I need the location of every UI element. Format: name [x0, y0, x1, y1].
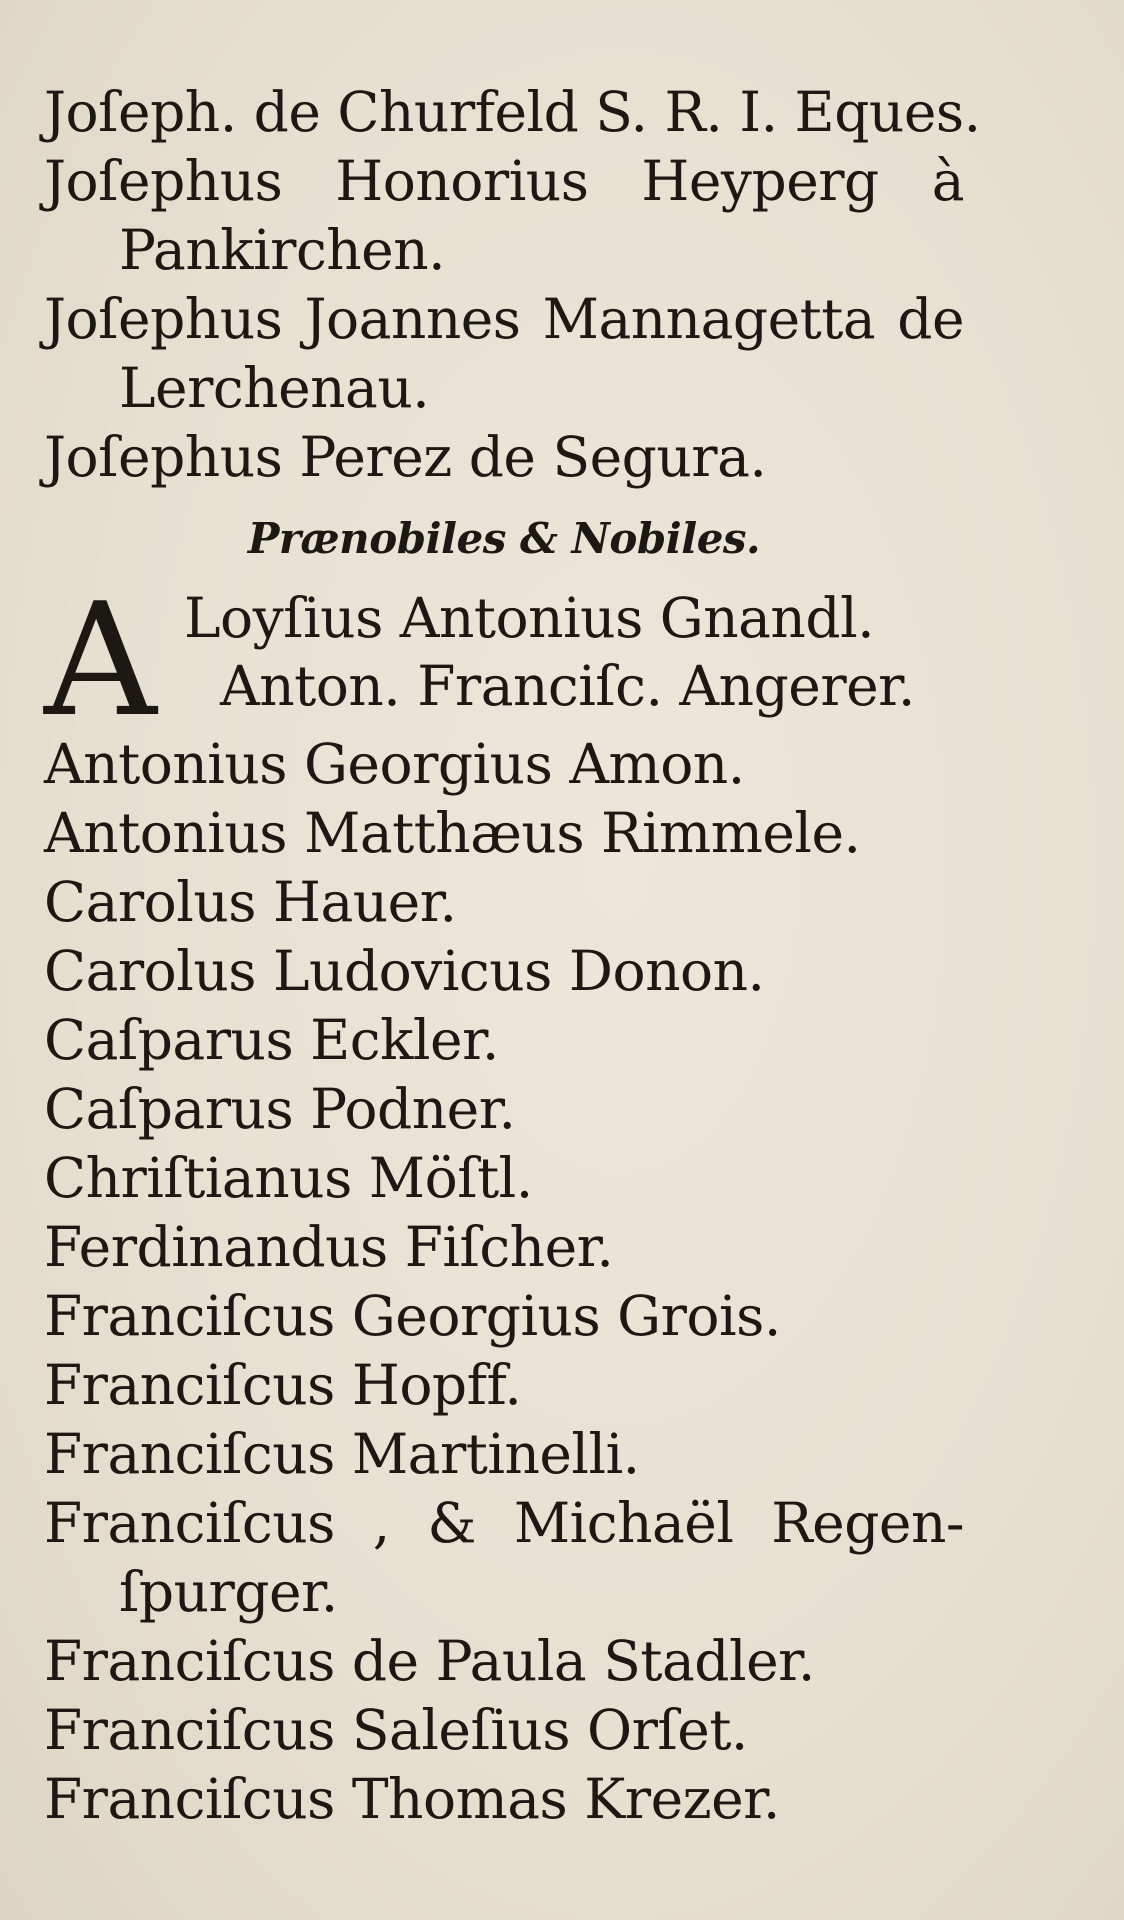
initial-block — [44, 569, 964, 751]
entry-line: Joſephus Joannes Mannagetta de — [44, 287, 964, 351]
list-item: Franciſcus Martinelli. — [44, 1422, 640, 1486]
list-item: Franciſcus , & Michaël Regen- — [44, 1491, 964, 1555]
list-item: Franciſcus Thomas Krezer. — [44, 1767, 780, 1831]
list-item: Franciſcus Hopff. — [44, 1353, 522, 1417]
list-item: Caſparus Podner. — [44, 1077, 516, 1141]
list-item: Chriſtianus Möſtl. — [44, 1146, 533, 1210]
entry-line: Joſeph. de Churfeld S. R. I. Eques. — [44, 80, 981, 144]
entry-line: Joſephus Honorius Heyperg à — [44, 149, 964, 213]
page-text — [44, 78, 981, 1834]
list-item: Carolus Hauer. — [44, 870, 457, 934]
list-item: Antonius Georgius Amon. — [44, 732, 745, 796]
entry-line: Loyſius Antonius Gnandl. — [184, 586, 875, 650]
list-item: Carolus Ludovicus Donon. — [44, 939, 765, 1003]
entry-line-continuation: Pankirchen. — [119, 218, 446, 282]
list-item: Caſparus Eckler. — [44, 1008, 499, 1072]
name-list — [44, 730, 964, 1834]
section-heading: Prænobiles & Nobiles. — [247, 514, 761, 563]
list-item-continuation: ſpurger. — [119, 1560, 338, 1624]
list-item: Ferdinandus Fiſcher. — [44, 1215, 614, 1279]
list-item: Franciſcus Georgius Grois. — [44, 1284, 781, 1348]
list-item: Franciſcus de Paula Stadler. — [44, 1629, 815, 1693]
entry-line: Anton. Franciſc. Angerer. — [220, 654, 915, 718]
list-item: Antonius Matthæus Rimmele. — [44, 801, 861, 865]
entry-line-continuation: Lerchenau. — [119, 356, 430, 420]
drop-cap: A — [44, 569, 157, 751]
list-item: Franciſcus Saleſius Orſet. — [44, 1698, 748, 1762]
entry-line: Joſephus Perez de Segura. — [44, 425, 767, 489]
